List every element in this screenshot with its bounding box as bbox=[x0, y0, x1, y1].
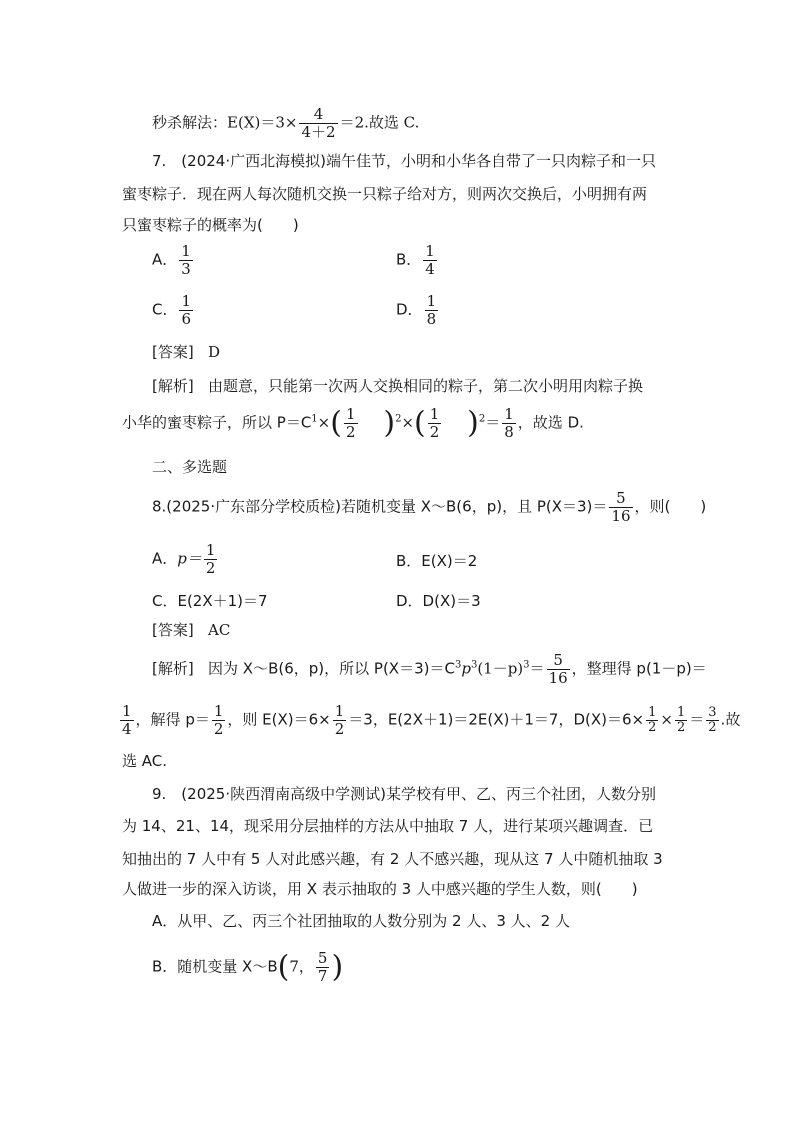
fraction: $\frac{5}{16}$ bbox=[548, 651, 568, 687]
q8-analysis-line1: [解析] 因为 X～B(6，p)，所以 $P(X=3)=C^3p^3(1-p)^3=$ $\frac{5}{16}$ ，整理得 p(1－p)＝ bbox=[152, 651, 707, 687]
q9-line3: 知抽出的 7 人中有 5 人对此感兴趣，有 2 人不感兴趣，现从这 7 人中随机抽取 3 bbox=[122, 850, 663, 868]
fraction: $\frac{1}{2}$ bbox=[334, 702, 345, 738]
q7-analysis-line1: [解析] 由题意，只能第一次两人交换相同的粽子，第二次小明用肉粽子换 bbox=[152, 377, 644, 395]
fraction: $\frac{1}{2}$ bbox=[429, 405, 440, 441]
fraction: $\frac{1}{4}$ bbox=[425, 242, 435, 278]
fraction: $\frac{1}{2}$ bbox=[205, 541, 216, 577]
fraction: $\frac{3}{2}$ bbox=[708, 705, 717, 735]
q7-line3: 只蜜枣粽子的概率为( ) bbox=[122, 216, 299, 234]
q9-line2: 为 14、21、14，现采用分层抽样的方法从中抽取 7 人，进行某项兴趣调查．已 bbox=[122, 817, 654, 835]
q8-analysis-line2: $\frac{1}{4}$ ，解得 p＝ $\frac{1}{2}$ ，则 E(X)＝6× $\frac{1}{2}$ ＝3，E(2X＋1)＝2E(X)＋1＝7，D(X)＝6× $\frac{1}{2}$ × $\frac{1}{2}$ ＝ $\frac{3}{2}$ .故 bbox=[122, 702, 741, 738]
q8-option-d: D．D(X)＝3 bbox=[396, 592, 481, 610]
q8-analysis-line3: 选 AC. bbox=[122, 752, 168, 770]
q9-line4: 人做进一步的深入访谈，用 X 表示抽取的 3 人中感兴趣的学生人数，则( ) bbox=[122, 880, 638, 898]
fraction: $\frac{1}{2}$ bbox=[676, 705, 686, 735]
fraction: $\frac{1}{2}$ bbox=[345, 405, 356, 441]
answer-tag: [答案] bbox=[152, 621, 194, 639]
fraction: $\frac{1}{2}$ bbox=[648, 705, 657, 735]
q7-option-c: C． $\frac{1}{6}$ bbox=[152, 292, 192, 328]
q8-option-a: A．p＝ $\frac{1}{2}$ bbox=[152, 541, 216, 577]
q9-option-b: B．随机变量 X～B(7， $\frac{5}{7}$ ) bbox=[152, 949, 344, 985]
fraction: $\frac{5}{7}$ bbox=[317, 949, 328, 985]
q7-line2: 蜜枣粽子．现在两人每次随机交换一只粽子给对方，则两次交换后，小明拥有两 bbox=[122, 185, 648, 203]
q7-option-d: D． $\frac{1}{8}$ bbox=[396, 292, 437, 328]
q8-answer bbox=[152, 621, 230, 639]
q8-option-c: C．E(2X＋1)＝7 bbox=[152, 592, 268, 610]
fraction: $\frac{1}{4}$ bbox=[122, 702, 132, 738]
answer-tag: [答案] bbox=[152, 343, 194, 361]
fraction: $\frac{5}{16}$ bbox=[611, 489, 631, 525]
fraction: $\frac{1}{8}$ bbox=[426, 292, 437, 328]
fraction: $\frac{1}{2}$ bbox=[213, 702, 224, 738]
q7-line1: 7. (2024·广西北海模拟)端午佳节，小明和小华各自带了一只肉粽子和一只 bbox=[152, 152, 656, 170]
q7-option-a: A． $\frac{1}{3}$ bbox=[152, 242, 191, 278]
q9-option-a: A．从甲、乙、丙三个社团抽取的人数分别为 2 人、3 人、2 人 bbox=[152, 912, 570, 930]
fraction: $\frac{4}{4+2}$ bbox=[301, 105, 336, 141]
fraction: $\frac{1}{6}$ bbox=[181, 292, 192, 328]
answer-value: D bbox=[208, 343, 221, 361]
q9-line1: 9. (2025·陕西渭南高级中学测试)某学校有甲、乙、丙三个社团，人数分别 bbox=[152, 785, 656, 803]
q8-option-b: B．E(X)＝2 bbox=[396, 552, 478, 570]
solution-prefix: 秒杀解法： bbox=[152, 113, 228, 132]
section-heading: 二、多选题 bbox=[152, 458, 228, 476]
expr-start: E(X)＝3× bbox=[227, 113, 298, 132]
fraction: $\frac{1}{3}$ bbox=[181, 242, 191, 278]
analysis-tag: [解析] bbox=[152, 377, 194, 395]
q8-line1: 8.(2025·广东部分学校质检)若随机变量 X～B(6，p)，且 P(X＝3)＝ $\frac{5}{16}$ ，则( ) bbox=[152, 489, 707, 525]
q7-analysis-line2: 小华的蜜枣粽子，所以 $P=C^1\times$( $\frac{1}{2}$ )$^2$×( $\frac{1}{2}$ )$^2$＝ $\frac{1}{8}$ ，故选 D. bbox=[122, 405, 584, 441]
answer-value: AC bbox=[208, 621, 231, 639]
q7-answer bbox=[152, 343, 220, 361]
solution-line bbox=[152, 106, 419, 141]
analysis-tag: [解析] bbox=[152, 659, 194, 678]
q7-option-b: B． $\frac{1}{4}$ bbox=[396, 242, 435, 278]
fraction: $\frac{1}{8}$ bbox=[504, 405, 514, 441]
expr-end: ＝2.故选 C. bbox=[339, 113, 420, 132]
